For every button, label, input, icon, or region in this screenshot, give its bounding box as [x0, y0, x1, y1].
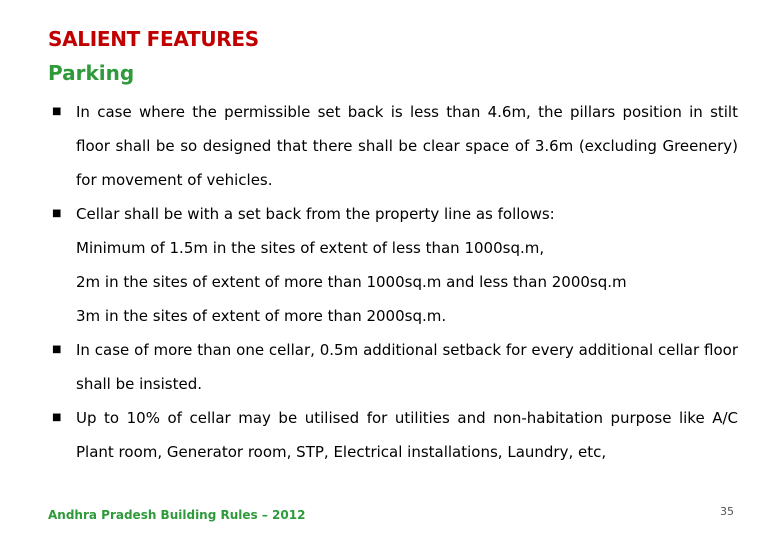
page-number: 35	[720, 505, 734, 518]
square-bullet-icon: ■	[52, 412, 62, 423]
bullet-text: In case where the permissible set back is less than 4.6m, the pillars position in stilt floor shall be so designed that there shall be clear space of 3.6m (excluding Greenery) for movement of vehicles.	[76, 103, 738, 189]
bullet-list	[48, 95, 738, 469]
slide-subtitle: Parking	[48, 61, 135, 85]
bullet-text: Up to 10% of cellar may be utilised for utilities and non-habitation purpose like A/C Plant room, Generator room, STP, Electrical installations, Laundry, etc,	[76, 409, 738, 461]
square-bullet-icon: ■	[52, 344, 62, 355]
bullet-text: In case of more than one cellar, 0.5m additional setback for every additional cellar floor shall be insisted.	[76, 341, 738, 393]
setback-line: 2m in the sites of extent of more than 1000sq.m and less than 2000sq.m	[76, 273, 627, 291]
bullet-item	[48, 197, 738, 231]
square-bullet-icon: ■	[52, 208, 62, 219]
slide-title: SALIENT FEATURES	[48, 27, 259, 51]
footer-source: Andhra Pradesh Building Rules – 2012	[48, 508, 306, 522]
setback-line: Minimum of 1.5m in the sites of extent of less than 1000sq.m,	[76, 239, 545, 257]
bullet-item	[48, 401, 738, 469]
bullet-item	[48, 333, 738, 401]
square-bullet-icon: ■	[52, 106, 62, 117]
bullet-text: Cellar shall be with a set back from the property line as follows:	[76, 205, 555, 223]
bullet-item	[48, 95, 738, 197]
setback-line: 3m in the sites of extent of more than 2000sq.m.	[76, 307, 447, 325]
